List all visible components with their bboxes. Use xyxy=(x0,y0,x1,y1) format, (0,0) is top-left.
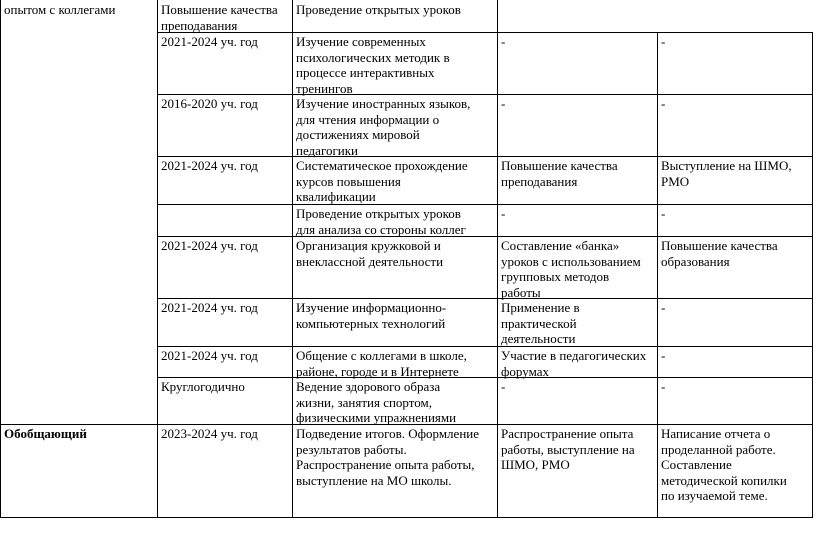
activity-cell: Систематическое прохождение курсов повышения квалификации xyxy=(296,158,468,204)
activity-cell: Подведение итогов. Оформление результатов работы. Распространение опыта работы, выступление на МО школы. xyxy=(296,426,480,488)
form-cell: - xyxy=(501,379,506,394)
table-border xyxy=(657,32,658,518)
table-border xyxy=(812,32,813,518)
period-cell: Повышение качества преподавания xyxy=(161,2,278,33)
stage-cell: Обобщающий xyxy=(4,426,87,441)
period-cell: 2021-2024 уч. год xyxy=(161,158,258,173)
activity-cell: Изучение иностранных языков, для чтения информации о достижениях мировой педагогики xyxy=(296,96,471,158)
result-cell: Повышение качества образования xyxy=(661,238,778,269)
activity-cell: Общение с коллегами в школе, районе, городе и в Интернете xyxy=(296,348,467,379)
stage-cell: опытом с коллегами xyxy=(4,2,116,17)
result-cell: - xyxy=(661,96,666,111)
activity-cell: Организация кружковой и внеклассной деятельности xyxy=(296,238,444,269)
table-border xyxy=(0,517,813,518)
form-cell: - xyxy=(501,206,506,221)
form-cell: Участие в педагогических форумах xyxy=(501,348,647,379)
activity-cell: Проведение открытых уроков для анализа со стороны коллег xyxy=(296,206,466,237)
result-cell: Выступление на ШМО, РМО xyxy=(661,158,792,189)
table-border xyxy=(0,0,1,518)
table-border xyxy=(497,32,813,33)
form-cell: - xyxy=(501,34,506,49)
form-cell: Составление «банка» уроков с использованием групповых методов работы xyxy=(501,238,641,300)
result-cell: Написание отчета о проделанной работе. Составление методической копилки по изучаемой теме. xyxy=(661,426,787,503)
activity-cell: Изучение современных психологических методик в процессе интерактивных тренингов xyxy=(296,34,450,96)
period-cell: Круглогодично xyxy=(161,379,245,394)
form-cell: Распространение опыта работы, выступление на ШМО, РМО xyxy=(501,426,635,472)
period-cell: 2023-2024 уч. год xyxy=(161,426,258,441)
form-cell: Применение в практической деятельности xyxy=(501,300,580,346)
activity-cell: Изучение информационно- компьютерных технологий xyxy=(296,300,447,331)
table-border xyxy=(497,0,498,518)
result-cell: - xyxy=(661,206,666,221)
activity-cell: Проведение открытых уроков xyxy=(296,2,461,17)
table-border xyxy=(292,0,293,518)
result-cell: - xyxy=(661,379,666,394)
activity-cell: Ведение здорового образа жизни, занятия спортом, физическими упражнениями xyxy=(296,379,457,425)
table-border xyxy=(157,298,813,299)
result-cell: - xyxy=(661,348,666,363)
table-border xyxy=(157,0,158,518)
result-cell: - xyxy=(661,34,666,49)
form-cell: - xyxy=(501,96,506,111)
table-border xyxy=(157,346,813,347)
period-cell: 2021-2024 уч. год xyxy=(161,34,258,49)
period-cell: 2021-2024 уч. год xyxy=(161,238,258,253)
result-cell: - xyxy=(661,300,666,315)
period-cell: 2021-2024 уч. год xyxy=(161,300,258,315)
form-cell: Повышение качества преподавания xyxy=(501,158,618,189)
period-cell: 2021-2024 уч. год xyxy=(161,348,258,363)
table-border xyxy=(157,236,292,237)
period-cell: 2016-2020 уч. год xyxy=(161,96,258,111)
